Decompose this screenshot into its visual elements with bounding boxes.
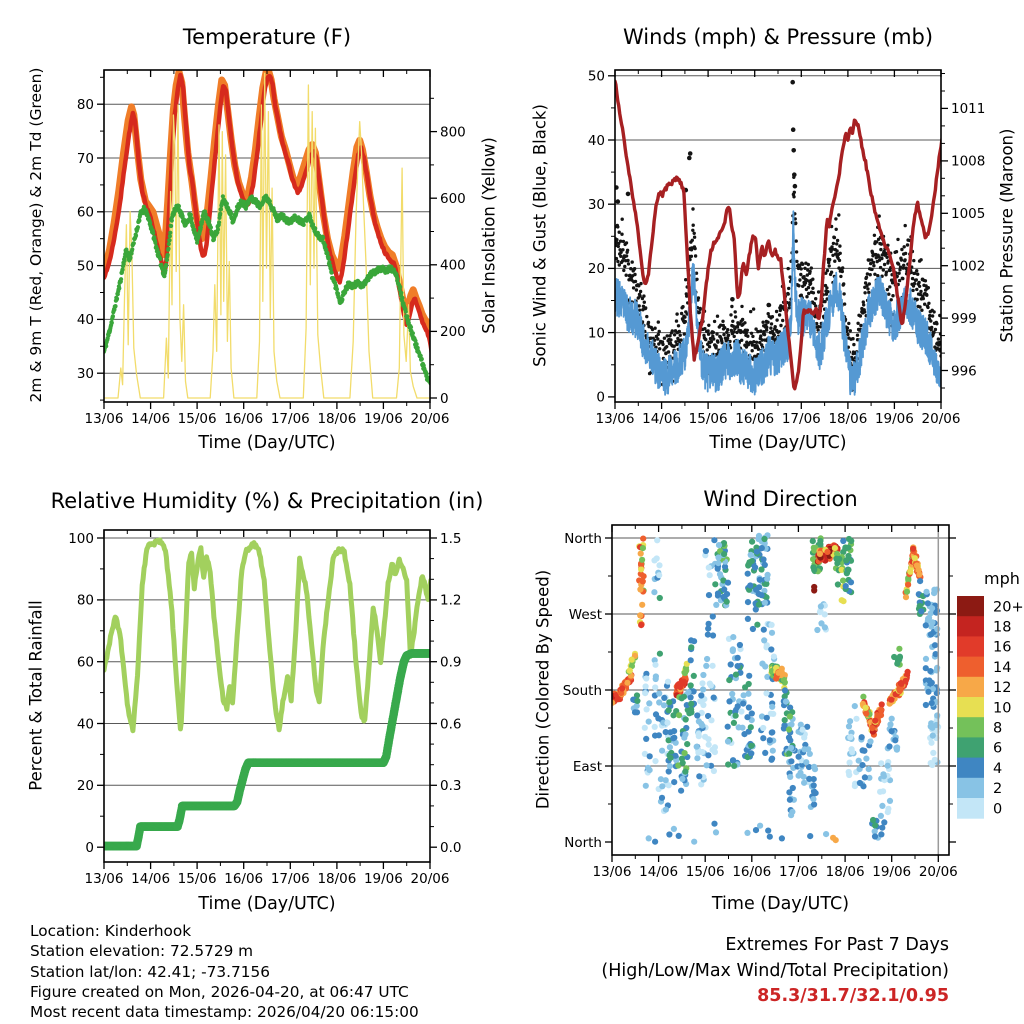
svg-text:400: 400 [440,257,466,274]
svg-text:18/06: 18/06 [828,411,868,427]
svg-text:0: 0 [85,840,94,856]
svg-text:4: 4 [993,760,1003,777]
x-axis-title-winds: Time (Day/UTC) [709,433,847,453]
svg-text:14/06: 14/06 [639,864,679,880]
station-location: Location: Kinderhook [30,922,192,940]
svg-text:10: 10 [587,325,605,342]
svg-text:20: 20 [76,778,94,795]
extremes-values: 85.3/31.7/32.1/0.95 [757,986,949,1006]
svg-text:20: 20 [587,261,605,278]
svg-text:0.9: 0.9 [440,654,462,671]
y-axis-title-temperature: 2m & 9m T (Red, Orange) & 2m Td (Green) [27,67,45,403]
svg-text:20/06: 20/06 [921,411,961,427]
panel-winds-pressure-series [613,80,945,395]
svg-text:16/06: 16/06 [224,411,264,427]
station-latlon: Station lat/lon: 42.41; -73.7156 [30,962,270,981]
svg-text:1.5: 1.5 [440,530,462,547]
svg-text:14/06: 14/06 [131,411,171,427]
svg-text:13/06: 13/06 [84,411,124,427]
svg-text:50: 50 [76,258,94,275]
svg-text:999: 999 [951,310,977,327]
svg-text:0: 0 [993,801,1003,818]
svg-text:18/06: 18/06 [825,864,865,880]
y-axis-title-direction: Direction (Colored By Speed) [533,569,553,810]
svg-text:100: 100 [68,530,94,547]
x-axis-title-temperature: Time (Day/UTC) [198,433,336,453]
svg-text:80: 80 [76,97,94,113]
svg-text:80: 80 [76,592,94,609]
recent-data-timestamp: Most recent data timestamp: 2026/04/20 06:15:00 [30,1003,419,1022]
svg-text:14: 14 [993,659,1012,676]
svg-text:16/06: 16/06 [732,864,772,880]
svg-text:30: 30 [76,366,94,382]
colorbar-title: mph [984,569,1020,588]
svg-text:15/06: 15/06 [177,871,217,887]
svg-text:0: 0 [440,390,449,407]
svg-text:17/06: 17/06 [778,864,818,880]
svg-text:18: 18 [993,619,1012,636]
series-relative-humidity [104,540,433,731]
svg-text:17/06: 17/06 [270,411,310,427]
svg-text:North: North [564,530,602,547]
svg-text:18/06: 18/06 [317,411,357,427]
x-axis-title-wind-direction: Time (Day/UTC) [711,894,850,914]
extremes-block [500,933,949,1010]
svg-text:20/06: 20/06 [918,864,958,880]
svg-text:200: 200 [440,324,466,341]
svg-text:0: 0 [596,389,605,406]
svg-text:2: 2 [993,781,1003,798]
svg-text:15/06: 15/06 [688,411,728,427]
svg-text:13/06: 13/06 [595,411,635,427]
svg-text:40: 40 [587,132,605,149]
svg-text:North: North [564,834,602,851]
figure-created-timestamp: Figure created on Mon, 2026-04-20, at 06:47 UTC [30,982,409,1001]
panel-humidity-precip [68,530,461,887]
station-elevation: Station elevation: 72.5729 m [30,942,254,961]
svg-text:20+: 20+ [993,599,1024,616]
svg-text:16: 16 [993,639,1012,656]
svg-text:0.6: 0.6 [440,716,462,733]
svg-text:1011: 1011 [951,101,986,118]
svg-text:19/06: 19/06 [872,864,912,880]
svg-text:800: 800 [440,124,466,141]
panel-temperature-series [102,70,435,398]
series-sonic-wind-blue [615,211,944,395]
svg-text:18/06: 18/06 [317,871,357,887]
svg-text:0.0: 0.0 [440,840,462,856]
svg-text:10: 10 [993,700,1012,717]
svg-text:1008: 1008 [951,153,986,170]
extremes-heading: Extremes For Past 7 Days [725,935,949,955]
station-info [30,921,419,1022]
svg-text:20/06: 20/06 [410,411,450,427]
svg-text:16/06: 16/06 [735,411,775,427]
svg-text:20/06: 20/06 [410,871,450,887]
x-axis-title-humidity: Time (Day/UTC) [198,894,336,914]
svg-text:16/06: 16/06 [224,871,264,887]
y-axis-title-wind: Sonic Wind & Gust (Blue, Black) [530,104,550,367]
svg-text:15/06: 15/06 [177,411,217,427]
svg-text:19/06: 19/06 [363,871,403,887]
panel-title-winds-pressure: Winds (mph) & Pressure (mb) [622,25,934,49]
svg-text:14/06: 14/06 [131,871,171,887]
panel-temperature [77,70,466,427]
y2-axis-title-solar: Solar Insolation (Yellow) [479,137,499,334]
svg-text:1002: 1002 [951,258,986,275]
panel-wind-direction-series [609,532,941,845]
svg-text:0.3: 0.3 [440,778,462,795]
svg-text:14/06: 14/06 [642,411,682,427]
panel-humidity-precip-series [100,540,437,851]
speed-colorbar [957,596,1024,819]
svg-text:13/06: 13/06 [84,871,124,887]
svg-text:6: 6 [993,740,1003,757]
svg-text:South: South [562,682,602,699]
panel-title-humidity-precip: Relative Humidity (%) & Precipitation (in) [50,489,484,513]
panel-humidity-precip-frame [104,530,430,862]
svg-text:8: 8 [993,720,1003,737]
svg-text:30: 30 [587,197,605,213]
y-axis-title-humidity: Percent & Total Rainfall [26,600,46,791]
y2-axis-title-pressure: Station Pressure (Maroon) [997,128,1017,343]
svg-text:West: West [568,606,602,623]
svg-text:996: 996 [951,363,977,380]
panel-winds-pressure [588,69,986,427]
svg-text:60: 60 [76,654,94,671]
panel-wind-direction [563,525,958,880]
panel-title-temperature: Temperature (F) [182,25,352,49]
svg-text:17/06: 17/06 [270,871,310,887]
svg-text:13/06: 13/06 [592,864,632,880]
svg-text:19/06: 19/06 [363,411,403,427]
svg-text:1005: 1005 [951,206,986,223]
svg-text:40: 40 [76,312,94,329]
svg-text:70: 70 [76,150,94,167]
svg-text:600: 600 [440,191,466,207]
extremes-subheading: (High/Low/Max Wind/Total Precipitation) [601,960,949,981]
svg-text:1.2: 1.2 [440,592,462,609]
svg-text:19/06: 19/06 [874,411,914,427]
svg-text:40: 40 [76,716,94,733]
panel-title-wind-direction: Wind Direction [703,487,858,511]
svg-text:17/06: 17/06 [781,411,821,427]
svg-text:50: 50 [587,68,605,85]
svg-text:East: East [572,758,602,775]
svg-text:12: 12 [993,680,1012,697]
svg-text:60: 60 [76,204,94,221]
svg-text:15/06: 15/06 [685,864,725,880]
